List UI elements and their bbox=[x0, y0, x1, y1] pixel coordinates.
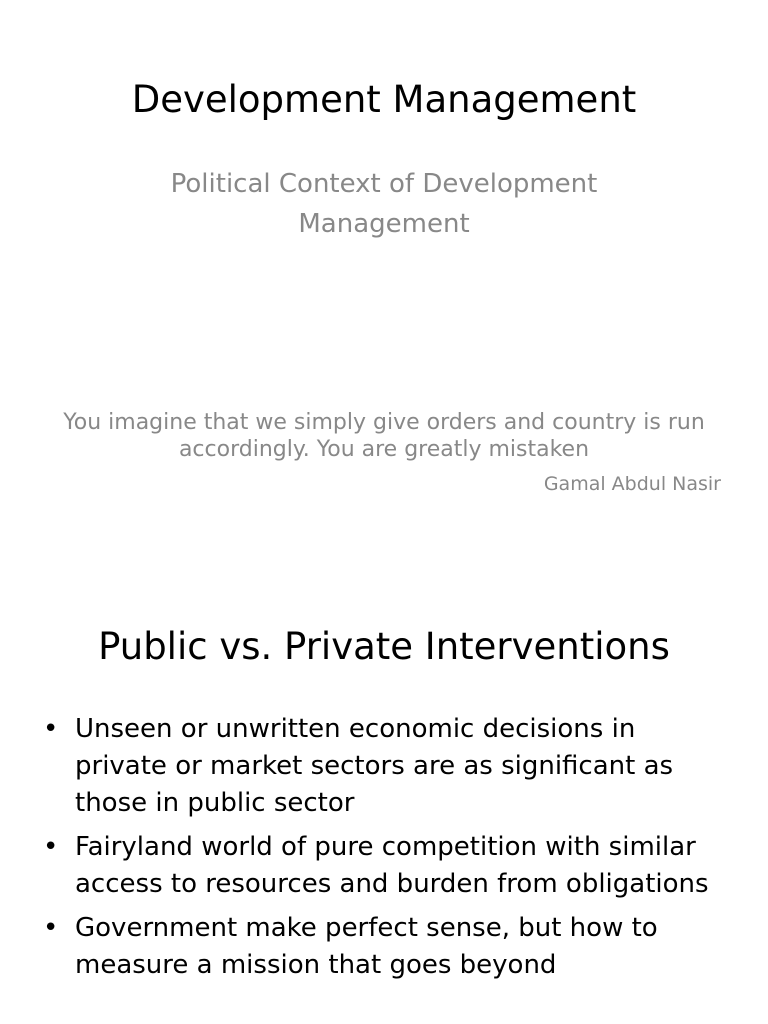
bullet-item bbox=[40, 829, 730, 903]
bullet-list bbox=[40, 711, 730, 991]
bullet-text: Government make perfect sense, but how to measure a mission that goes beyond bbox=[75, 913, 658, 980]
bullet-text: Unseen or unwritten economic decisions in private or market sectors are as significant as those in public sector bbox=[75, 714, 674, 818]
bullet-text: Fairyland world of pure competition with similar access to resources and burden from obligations bbox=[75, 832, 709, 899]
bullet-dot-icon: • bbox=[43, 714, 59, 744]
bullet-dot-icon: • bbox=[43, 913, 59, 943]
bullet-item bbox=[40, 711, 730, 822]
slide-content bbox=[0, 576, 768, 1024]
quote-text: You imagine that we simply give orders and country is run accordingly. You are greatly mistaken bbox=[63, 410, 705, 462]
bullet-item bbox=[40, 910, 730, 984]
bullet-dot-icon: • bbox=[43, 832, 59, 862]
quote-attribution: Gamal Abdul Nasir bbox=[543, 473, 721, 495]
slide-content-heading: Public vs. Private Interventions bbox=[98, 625, 670, 668]
slide-title-heading: Development Management bbox=[131, 78, 637, 121]
slide-subtitle: Political Context of Development Management bbox=[170, 169, 598, 239]
